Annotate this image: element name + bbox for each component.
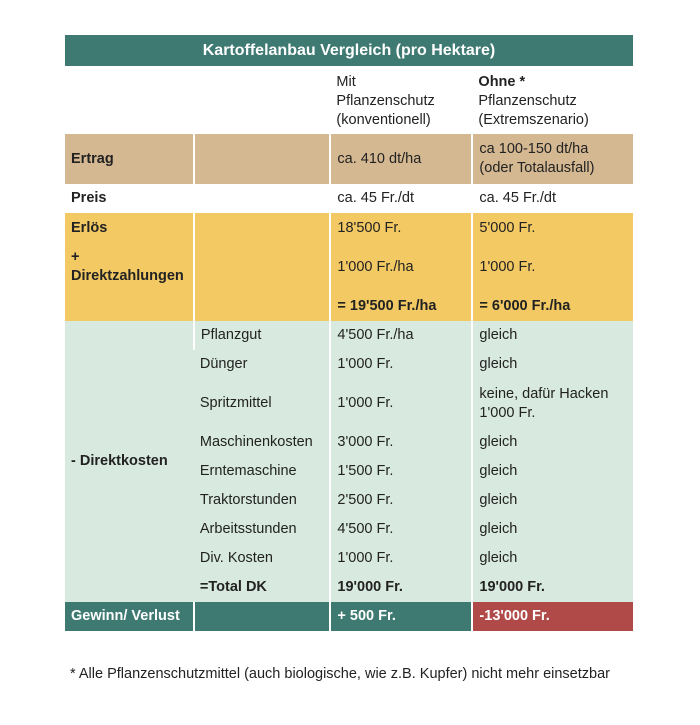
erloes-ohne: 5'000 Fr. bbox=[472, 213, 633, 243]
erloes-row bbox=[65, 213, 633, 243]
header-ohne-line1: Ohne * bbox=[478, 74, 526, 90]
kosten-ohne-4: gleich bbox=[472, 457, 633, 486]
kosten-mit-5: 2'500 Fr. bbox=[330, 486, 472, 515]
header-empty-2 bbox=[194, 66, 331, 134]
ertrag-ohne bbox=[472, 134, 633, 184]
header-mit-line2: Pflanzenschutz bbox=[336, 93, 435, 109]
plus-sign: + bbox=[71, 249, 80, 265]
direktzahlungen-row bbox=[65, 243, 633, 291]
ertrag-ohne-line1: ca 100-150 dt/ha bbox=[479, 141, 589, 157]
kosten-item-3: Maschinenkosten bbox=[194, 428, 331, 457]
gewinn-label: Gewinn/ Verlust bbox=[65, 602, 194, 631]
direktzahlungen-label bbox=[65, 243, 194, 291]
kosten-item-7: Div. Kosten bbox=[194, 544, 331, 573]
ertrag-ohne-line2: (oder Totalausfall) bbox=[479, 160, 595, 176]
preis-row bbox=[65, 184, 633, 213]
direktzahlungen-ohne: 1'000 Fr. bbox=[472, 243, 633, 291]
preis-empty bbox=[194, 184, 331, 213]
kosten-mit-7: 1'000 Fr. bbox=[330, 544, 472, 573]
kosten-ohne-3: gleich bbox=[472, 428, 633, 457]
direktzahlungen-mit: 1'000 Fr./ha bbox=[330, 243, 472, 291]
table-title: Kartoffelanbau Vergleich (pro Hektare) bbox=[65, 35, 633, 66]
kosten-item-1: Dünger bbox=[194, 350, 331, 379]
erloes-total-ohne: = 6'000 Fr./ha bbox=[472, 291, 633, 321]
kosten-total-ohne: 19'000 Fr. bbox=[472, 573, 633, 602]
verlust-ohne: -13'000 Fr. bbox=[472, 602, 633, 631]
header-ohne-line2: Pflanzenschutz bbox=[478, 93, 577, 109]
preis-label: Preis bbox=[65, 184, 194, 213]
kosten-row-0 bbox=[65, 321, 633, 350]
kosten-ohne-2-line1: keine, dafür Hacken bbox=[479, 385, 609, 402]
kosten-item-4: Erntemaschine bbox=[194, 457, 331, 486]
kosten-mit-2: 1'000 Fr. bbox=[330, 379, 472, 428]
header-mit-line3: (konventionell) bbox=[336, 112, 431, 128]
direktkosten-label: - Direktkosten bbox=[65, 321, 194, 602]
ertrag-empty bbox=[194, 134, 331, 184]
comparison-table bbox=[65, 66, 633, 631]
kosten-ohne-1: gleich bbox=[472, 350, 633, 379]
header-mit bbox=[330, 66, 472, 134]
kosten-item-5: Traktorstunden bbox=[194, 486, 331, 515]
header-ohne-line3: (Extremszenario) bbox=[478, 112, 589, 128]
gewinn-row bbox=[65, 602, 633, 631]
kosten-ohne-2-line2: 1'000 Fr. bbox=[479, 404, 536, 421]
erloes-total-mit: = 19'500 Fr./ha bbox=[330, 291, 472, 321]
kosten-ohne-7: gleich bbox=[472, 544, 633, 573]
kosten-item-0: Pflanzgut bbox=[194, 321, 331, 350]
kosten-item-2: Spritzmittel bbox=[194, 379, 331, 428]
kosten-mit-6: 4'500 Fr. bbox=[330, 515, 472, 544]
kosten-mit-3: 3'000 Fr. bbox=[330, 428, 472, 457]
ertrag-row bbox=[65, 134, 633, 184]
erloes-empty bbox=[194, 213, 331, 321]
comparison-table-container bbox=[65, 35, 633, 631]
kosten-mit-1: 1'000 Fr. bbox=[330, 350, 472, 379]
footnote: * Alle Pflanzenschutzmittel (auch biologische, wie z.B. Kupfer) nicht mehr einsetzbar bbox=[70, 666, 610, 682]
header-row bbox=[65, 66, 633, 134]
kosten-item-6: Arbeitsstunden bbox=[194, 515, 331, 544]
kosten-total-item: =Total DK bbox=[194, 573, 331, 602]
ertrag-mit: ca. 410 dt/ha bbox=[330, 134, 472, 184]
gewinn-empty bbox=[194, 602, 331, 631]
gewinn-mit: + 500 Fr. bbox=[330, 602, 472, 631]
ertrag-label: Ertrag bbox=[65, 134, 194, 184]
kosten-mit-0: 4'500 Fr./ha bbox=[330, 321, 472, 350]
kosten-ohne-2 bbox=[472, 379, 633, 428]
kosten-ohne-0: gleich bbox=[472, 321, 633, 350]
erloes-total-empty bbox=[65, 291, 194, 321]
erloes-label: Erlös bbox=[65, 213, 194, 243]
kosten-mit-4: 1'500 Fr. bbox=[330, 457, 472, 486]
header-empty-1 bbox=[65, 66, 194, 134]
header-mit-line1: Mit bbox=[336, 74, 356, 90]
direktzahlungen-text: Direktzahlungen bbox=[71, 268, 184, 284]
erloes-mit: 18'500 Fr. bbox=[330, 213, 472, 243]
kosten-total-mit: 19'000 Fr. bbox=[330, 573, 472, 602]
kosten-ohne-6: gleich bbox=[472, 515, 633, 544]
preis-ohne: ca. 45 Fr./dt bbox=[472, 184, 633, 213]
preis-mit: ca. 45 Fr./dt bbox=[330, 184, 472, 213]
header-ohne bbox=[472, 66, 633, 134]
erloes-total-row bbox=[65, 291, 633, 321]
kosten-ohne-5: gleich bbox=[472, 486, 633, 515]
